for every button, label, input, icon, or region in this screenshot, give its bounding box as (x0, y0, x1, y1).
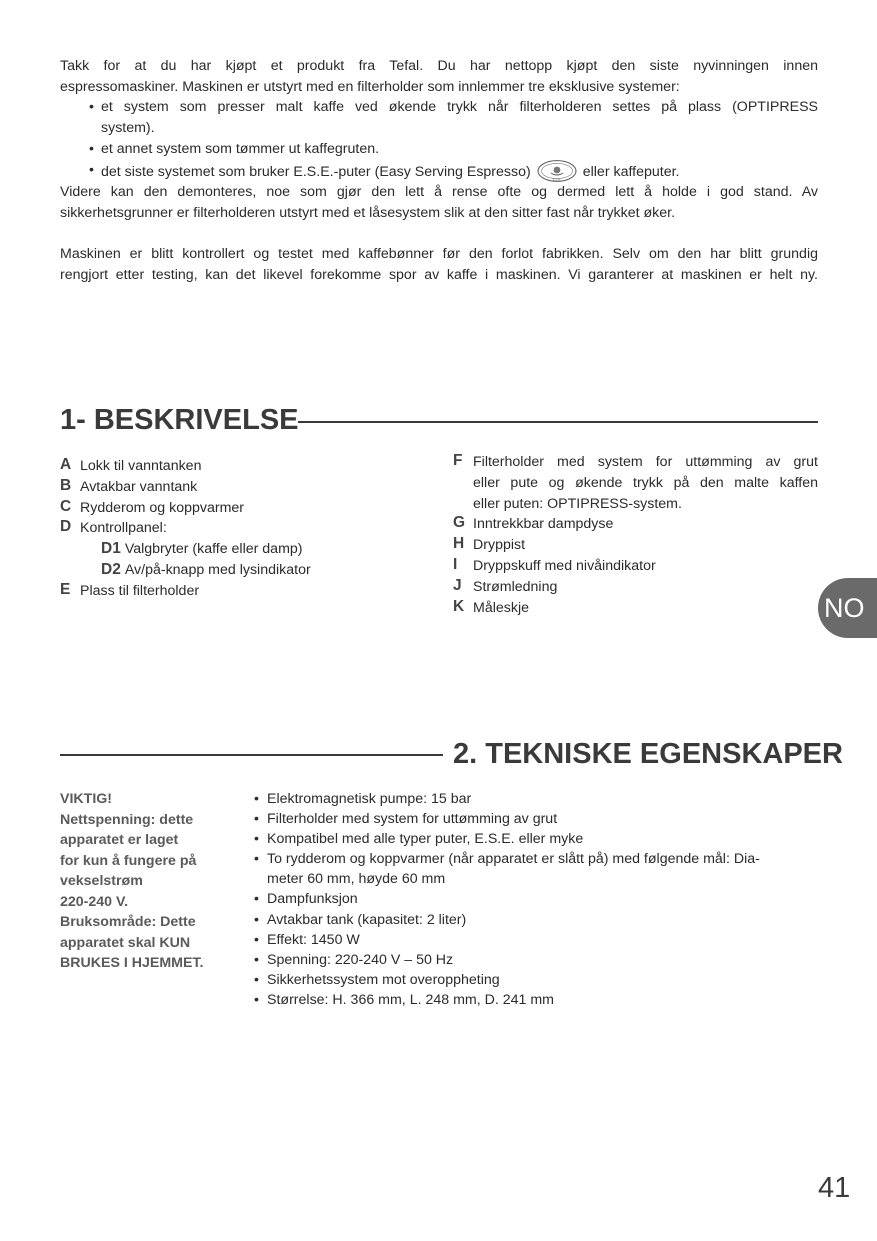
intro-bullet (60, 97, 818, 138)
item-letter: J (453, 576, 462, 594)
section1-title: 1- BESKRIVELSE (60, 404, 299, 436)
spec-text: Kompatibel med alle typer puter, E.S.E. eller myke (267, 831, 584, 848)
warning-line: BRUKES I HJEMMET. (60, 955, 204, 971)
spec-text: Filterholder med system for uttømming av grut (267, 811, 558, 828)
ese-text-after: eller kaffeputer. (582, 163, 680, 180)
spec-item (254, 990, 820, 1010)
spec-item (254, 829, 820, 849)
description-list-right (453, 452, 818, 618)
warning-line: apparatet skal KUN (60, 934, 191, 951)
list-item (60, 581, 440, 602)
bullet-dot: • (254, 971, 259, 988)
list-item (453, 556, 818, 577)
item-text: Av/på-knapp med lysindikator (124, 561, 311, 578)
item-letter: A (60, 456, 72, 473)
intro-bullet (60, 139, 818, 160)
spec-item (254, 970, 820, 990)
section1-rule (298, 421, 818, 423)
spec-item (254, 889, 820, 909)
intro-bullet-line (101, 160, 818, 183)
item-text: Rydderom og koppvarmer (80, 499, 245, 516)
sub-list-item (60, 539, 440, 560)
bullet-dot: • (89, 161, 94, 178)
sub-list-item (60, 560, 440, 581)
spec-text: Effekt: 1450 W (267, 931, 360, 948)
list-item (453, 535, 818, 556)
item-letter: C (60, 497, 72, 515)
item-text: Valgbryter (kaffe eller damp) (124, 541, 303, 558)
spec-text: To rydderom og koppvarmer (når apparatet er slått på) med følgende mål: Dia- (267, 851, 760, 868)
list-item (453, 514, 818, 535)
description-list-left (60, 456, 440, 602)
intro-line: Takk for at du har kjøpt et produkt fra Tefal. Du har nettopp kjøpt den siste nyvinningen innen (60, 58, 818, 74)
ese-text-before: det siste systemet som bruker E.S.E.-puter (Easy Serving Espresso) (101, 163, 531, 180)
item-text: Inntrekkbar dampdyse (473, 516, 614, 533)
intro-line: sikkerhetsgrunner er filterholderen utstyrt med et låsesystem slik at den sitter fast når trykket øker. (60, 204, 676, 221)
bullet-dot: • (254, 991, 259, 1008)
intro-bullet-line: et annet system som tømmer ut kaffegruten. (101, 140, 380, 157)
bullet-dot: • (89, 140, 94, 157)
item-letter: H (453, 535, 465, 553)
intro-line: rengjort etter testing, kan det likevel forekomme spor av kaffe i maskinen. Vi garanterer at maskinen er helt ny. (60, 267, 818, 284)
spec-text: meter 60 mm, høyde 60 mm (267, 871, 446, 888)
item-text: Avtakbar vanntank (80, 478, 198, 495)
list-item (453, 452, 818, 514)
intro-line: Maskinen er blitt kontrollert og testet med kaffebønner før den forlot fabrikken. Selv om den har blitt grundig (60, 246, 818, 263)
intro-bullet-line: system). (101, 120, 155, 137)
item-letter: E (60, 580, 71, 598)
list-item (453, 577, 818, 598)
spec-item (254, 910, 820, 930)
warning-line: for kun å fungere på (60, 852, 197, 869)
list-item (60, 498, 440, 519)
item-text: Plass til filterholder (80, 582, 200, 599)
warning-line: Bruksområde: Dette (60, 914, 196, 930)
bullet-dot: • (89, 99, 94, 116)
intro-line: espressomaskiner. Maskinen er utstyrt med en filterholder som innlemmer tre eksklusive systemer: (60, 78, 680, 95)
bullet-dot: • (254, 891, 259, 908)
bullet-dot: • (254, 911, 259, 928)
item-letter: G (453, 514, 466, 532)
spec-text: Avtakbar tank (kapasitet: 2 liter) (267, 911, 467, 928)
spec-item (254, 849, 820, 889)
item-text: Filterholder med system for uttømming av grut (473, 454, 818, 470)
bullet-dot: • (254, 831, 259, 848)
spec-item (254, 809, 820, 829)
item-letter: K (453, 597, 465, 615)
item-text: eller puten: OPTIPRESS-system. (473, 495, 682, 512)
spec-text: Elektromagnetisk pumpe: 15 bar (267, 791, 472, 807)
item-text: Lokk til vanntanken (80, 458, 202, 474)
item-text: eller pute og økende trykk på den malte kaffen (473, 474, 818, 491)
ese-logo-icon (537, 160, 577, 182)
svg-text:E.S.E.: E.S.E. (552, 176, 561, 181)
item-letter: D (60, 518, 72, 536)
item-letter: B (60, 476, 72, 494)
list-item (60, 477, 440, 498)
spec-text: Størrelse: H. 366 mm, L. 248 mm, D. 241 mm (267, 991, 554, 1008)
item-letter: F (453, 452, 463, 469)
warning-line: vekselstrøm (60, 873, 143, 889)
bullet-dot: • (254, 951, 259, 968)
warning-line: Nettspenning: dette (60, 811, 194, 828)
item-letter: D2 (101, 560, 121, 578)
bullet-dot: • (254, 931, 259, 948)
language-tab: NO (818, 578, 877, 638)
spec-text: Sikkerhetssystem mot overoppheting (267, 971, 500, 988)
intro-line: Videre kan den demonteres, noe som gjør den lett å rense ofte og dermed lett å holde i god stand. Av (60, 184, 818, 201)
section2-rule (60, 754, 443, 756)
spec-text: Spenning: 220-240 V – 50 Hz (267, 951, 454, 968)
item-text: Dryppskuff med nivåindikator (473, 557, 656, 574)
spec-text: Dampfunksjon (267, 891, 358, 908)
spec-item (254, 950, 820, 970)
list-item (60, 518, 440, 539)
warning-line: apparatet er laget (60, 832, 179, 848)
spec-item (254, 930, 820, 950)
section2-title: 2. TEKNISKE EGENSKAPER (453, 738, 843, 770)
bullet-dot: • (254, 851, 259, 868)
intro-block (60, 56, 818, 286)
intro-bullet-line: et system som presser malt kaffe ved økende trykk når filterholderen settes på plass (OPTIPRESS (101, 99, 818, 116)
warning-line: 220-240 V. (60, 893, 129, 910)
intro-bullet (60, 160, 818, 183)
item-text: Kontrollpanel: (80, 520, 167, 537)
bullet-dot: • (254, 791, 259, 807)
warning-box (60, 789, 230, 974)
item-text: Måleskje (473, 599, 529, 616)
page-number: 41 (818, 1172, 851, 1204)
spec-list (254, 789, 820, 1010)
item-letter: I (453, 555, 458, 573)
warning-line: VIKTIG! (60, 791, 113, 807)
item-letter: D1 (101, 540, 121, 558)
spec-item (254, 789, 820, 809)
item-text: Dryppist (473, 537, 526, 554)
item-text: Strømledning (473, 578, 558, 595)
list-item (60, 456, 440, 477)
bullet-dot: • (254, 811, 259, 828)
list-item (453, 598, 818, 619)
